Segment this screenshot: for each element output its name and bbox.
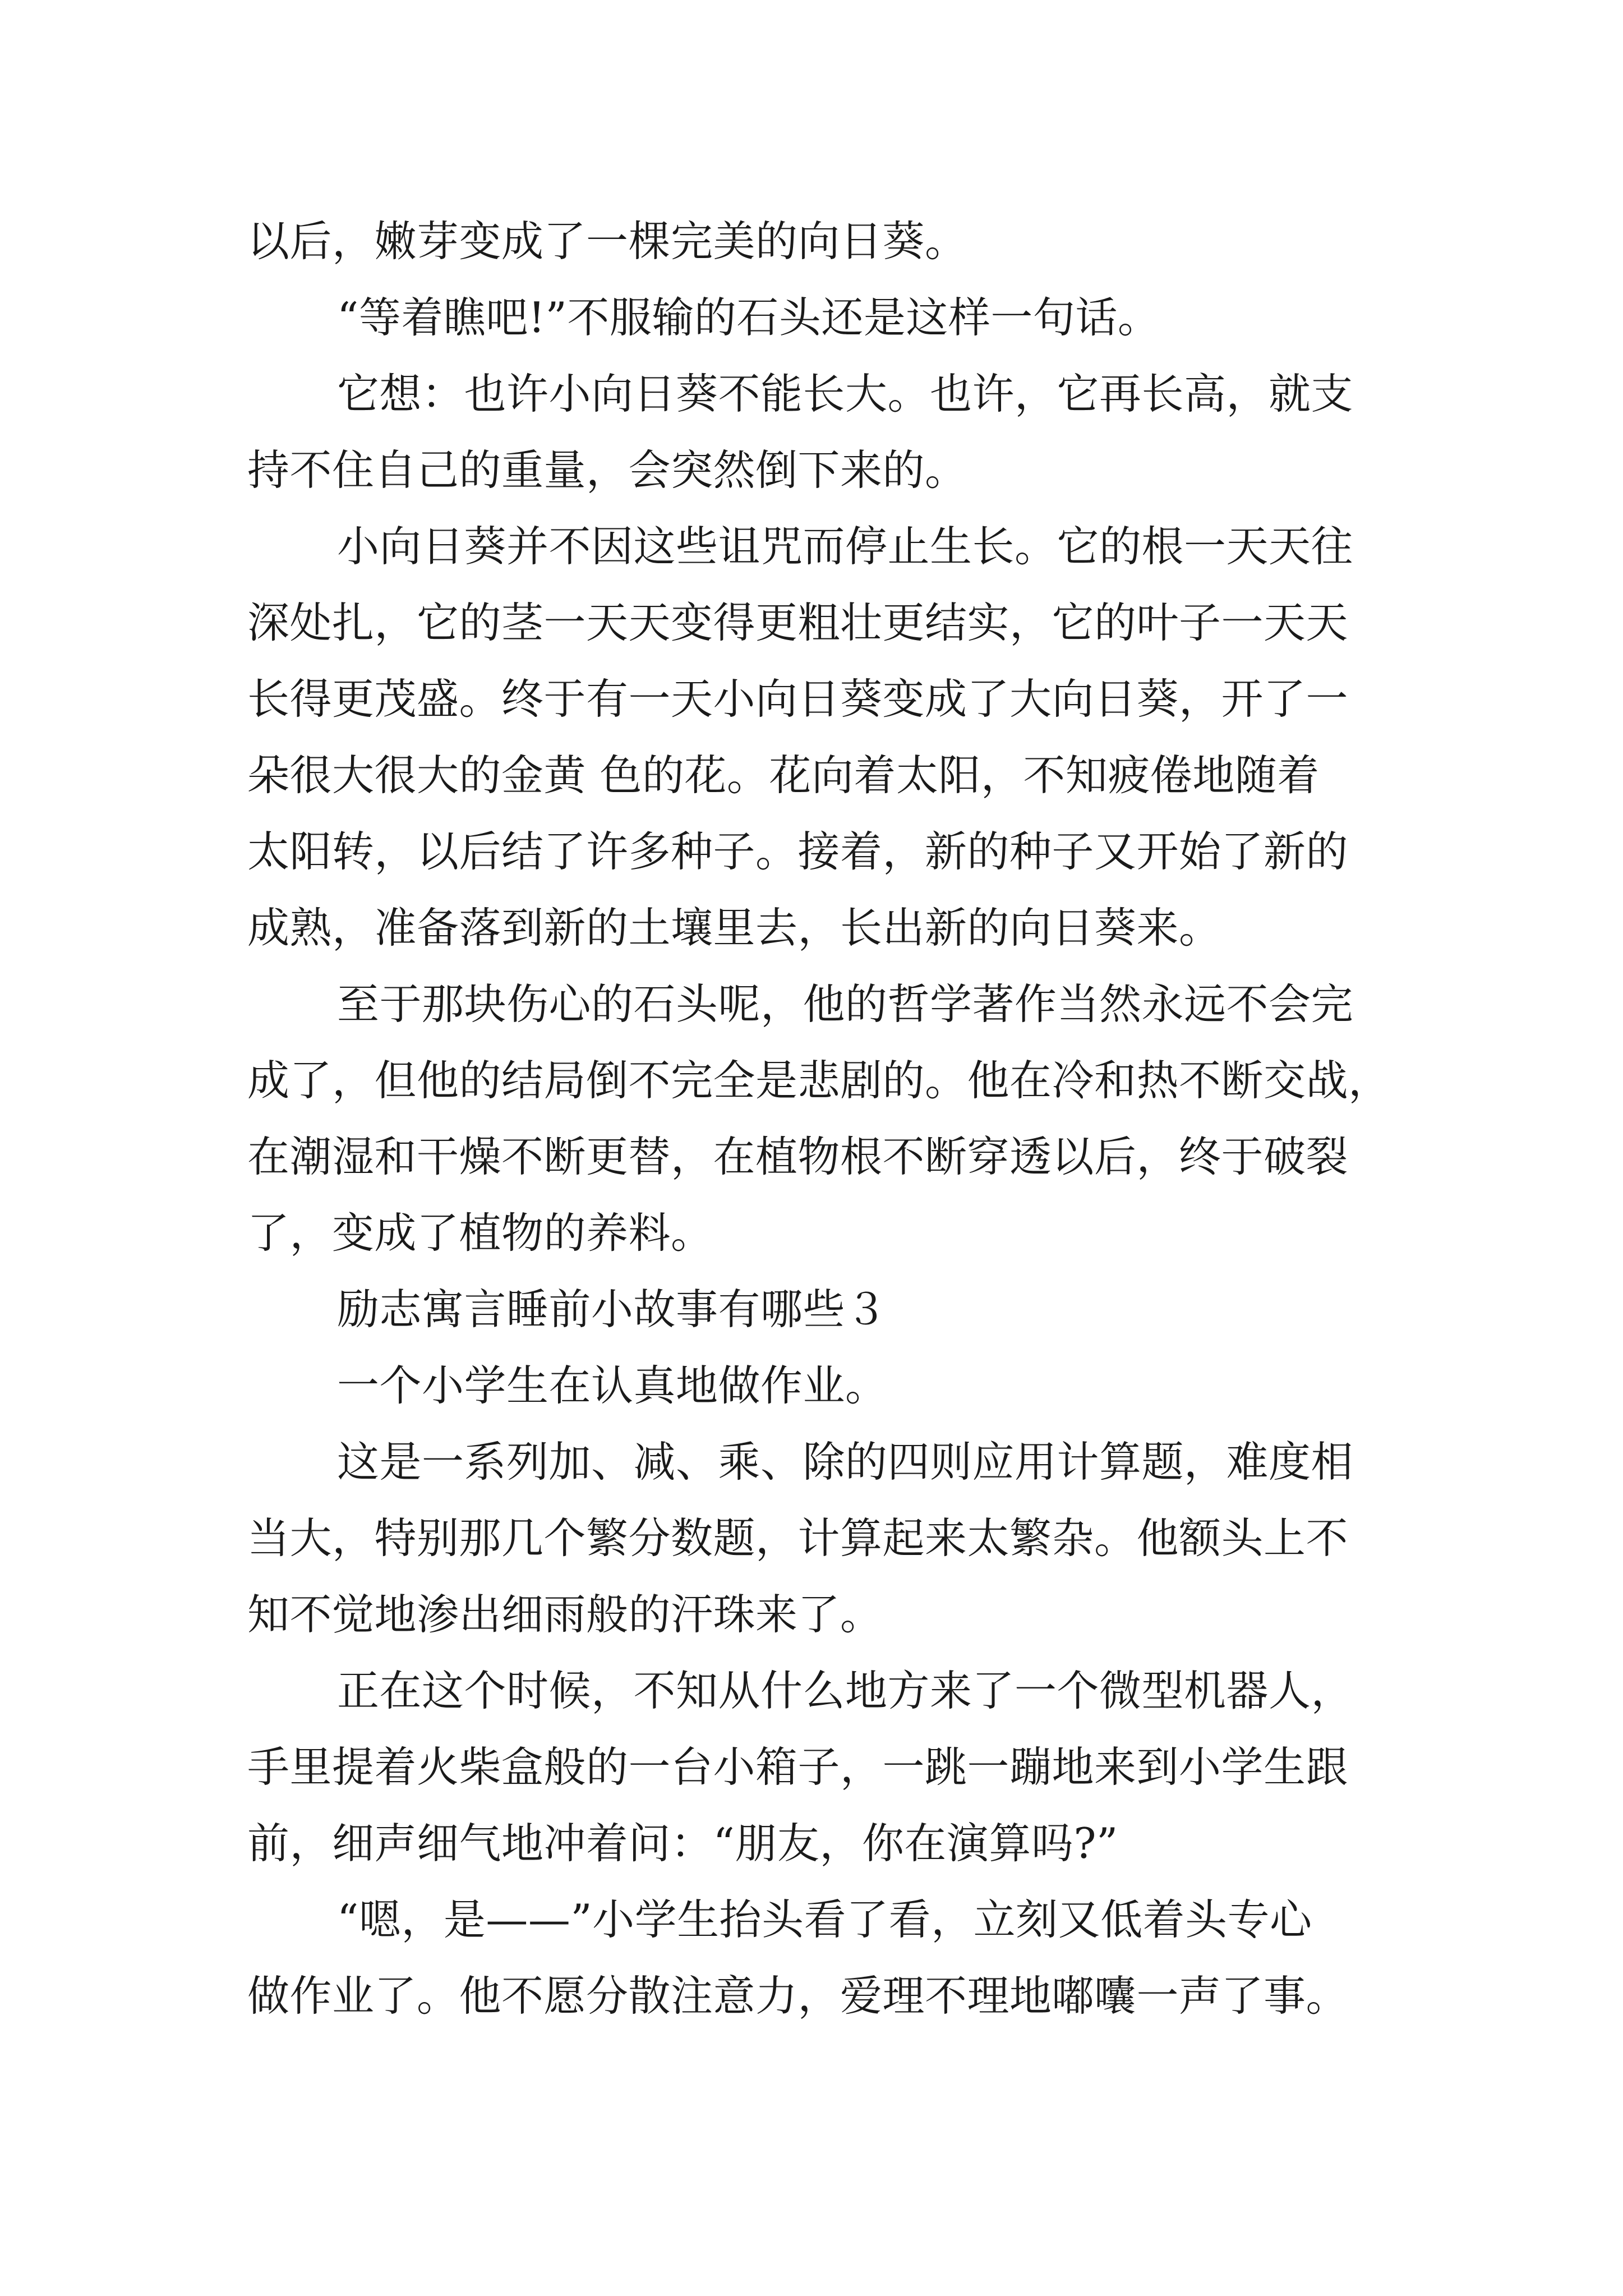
text-line: 知不觉地渗出细雨般的汗珠来了。 [247, 1590, 883, 1639]
paragraph [247, 279, 1391, 356]
text-line: 持不住自己的重量，会突然倒下来的。 [247, 445, 967, 495]
text-line: 至于那块伤心的石头呢，他的哲学著作当然永远不会完 [337, 979, 1354, 1029]
text-line: 它想：也许小向日葵不能长大。也许，它再长高，就支 [337, 369, 1354, 418]
paragraph [247, 966, 1391, 1271]
paragraph [247, 508, 1391, 966]
text-line: “嗯，是——”小学生抬头看了看，立刻又低着头专心 [337, 1895, 1312, 1944]
paragraph [247, 356, 1391, 508]
text-line: 小向日葵并不因这些诅咒而停止生长。它的根一天天往 [337, 522, 1354, 571]
text-line: 长得更茂盛。终于有一天小向日葵变成了大向日葵，开了一 [247, 674, 1349, 724]
text-line: 这是一系列加、减、乘、除的四则应用计算题，难度相 [337, 1437, 1354, 1487]
text-line: 一个小学生在认真地做作业。 [337, 1361, 888, 1410]
text-line: 手里提着火柴盒般的一台小箱子，一跳一蹦地来到小学生跟 [247, 1742, 1349, 1792]
document-body [247, 203, 1391, 2034]
paragraph [247, 1424, 1391, 1653]
text-line: “等着瞧吧!”不服输的石头还是这样一句话。 [337, 293, 1160, 342]
paragraph [247, 1347, 1391, 1424]
paragraph [247, 1881, 1391, 2034]
paragraph [247, 1653, 1391, 1881]
text-line: 了，变成了植物的养料。 [247, 1208, 713, 1258]
text-line: 做作业了。他不愿分散注意力，爱理不理地嘟囔一声了事。 [247, 1971, 1349, 2021]
text-line: 正在这个时候，不知从什么地方来了一个微型机器人， [337, 1666, 1354, 1715]
text-line: 深处扎，它的茎一天天变得更粗壮更结实，它的叶子一天天 [247, 598, 1349, 647]
text-line: 当大，特别那几个繁分数题，计算起来太繁杂。他额头上不 [247, 1513, 1349, 1563]
text-line: 在潮湿和干燥不断更替，在植物根不断穿透以后，终于破裂 [247, 1132, 1349, 1181]
text-line: 太阳转，以后结了许多种子。接着，新的种子又开始了新的 [247, 827, 1349, 876]
text-line: 成了，但他的结局倒不完全是悲剧的。他在冷和热不断交战， [247, 1056, 1391, 1105]
text-line: 成熟，准备落到新的土壤里去，长出新的向日葵来。 [247, 903, 1221, 953]
text-line: 朵很大很大的金黄 色的花。花向着太阳，不知疲倦地随着 [247, 751, 1320, 800]
text-line: 前，细声细气地冲着问：“朋友，你在演算吗?” [247, 1819, 1118, 1868]
section-heading [247, 1271, 1391, 1347]
text-line: 励志寓言睡前小故事有哪些３ [337, 1285, 888, 1334]
paragraph [247, 203, 1391, 279]
text-line: 以后，嫩芽变成了一棵完美的向日葵。 [247, 217, 967, 266]
